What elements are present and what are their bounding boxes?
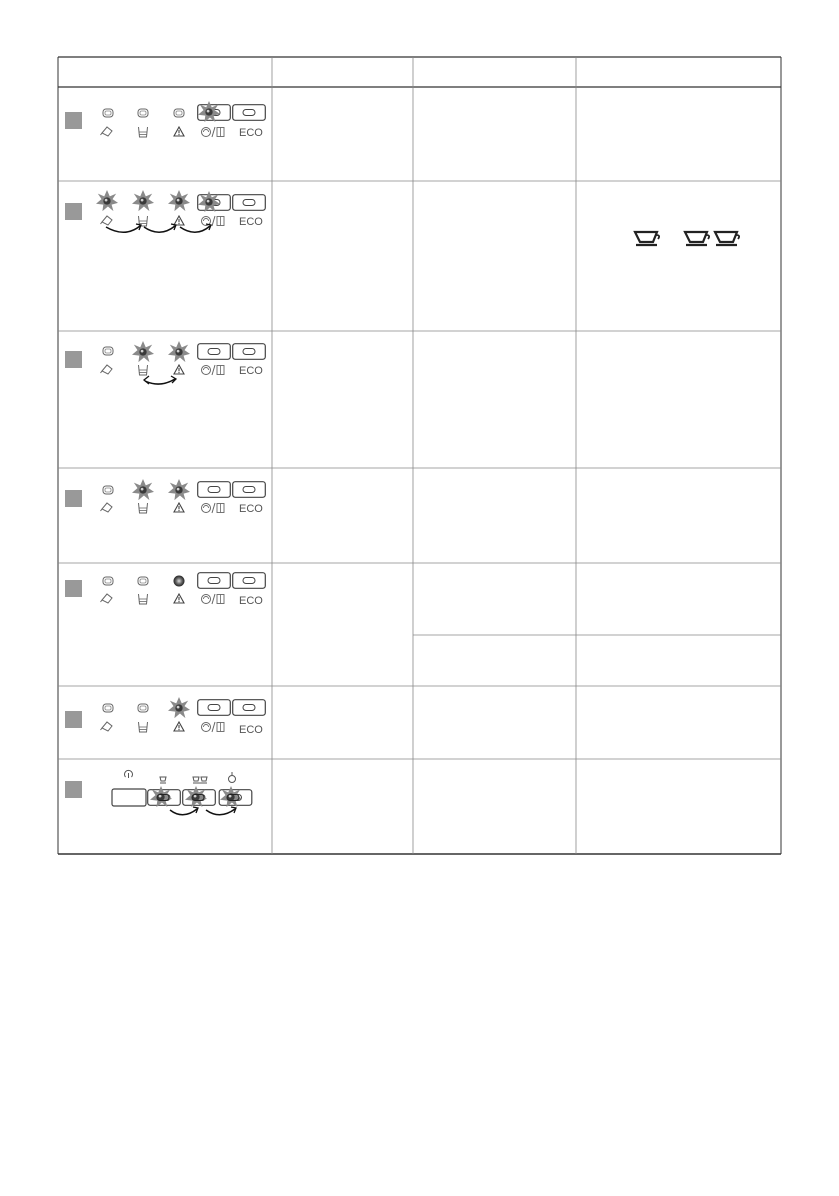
row-7-panel <box>65 770 252 814</box>
blink-star-icon <box>168 697 190 718</box>
milk-jug-icon <box>101 216 113 225</box>
warning-icon <box>174 216 184 225</box>
milk-jug-icon <box>101 722 113 731</box>
row-3-panel <box>65 341 265 384</box>
warning-icon <box>174 365 184 374</box>
row-5-panel <box>65 573 265 607</box>
arrow-icon <box>206 809 235 815</box>
arrow-icon <box>106 226 140 232</box>
cleaning-icon <box>202 503 225 513</box>
water-glass-icon <box>139 127 148 137</box>
cup-double-icon <box>685 232 709 245</box>
led-off-icon <box>103 347 113 355</box>
milk-jug-icon <box>101 365 113 374</box>
eco-label: ECO <box>239 595 263 607</box>
row-marker <box>65 203 82 220</box>
arrow-icon <box>180 226 210 232</box>
clean-button <box>198 344 231 360</box>
eco-label: ECO <box>239 724 263 736</box>
eco-button <box>233 700 266 716</box>
row-marker <box>65 490 82 507</box>
row-marker <box>65 351 82 368</box>
led-off-icon <box>103 109 113 117</box>
row-6-panel <box>65 697 265 736</box>
row-4-panel <box>65 479 265 515</box>
milk-jug-icon <box>101 594 113 603</box>
steam-icon <box>229 772 236 783</box>
eco-button <box>233 195 266 211</box>
blink-star-icon <box>168 479 190 500</box>
cleaning-icon <box>202 216 225 226</box>
arrow-icon <box>170 809 197 815</box>
cup-double-small-icon <box>193 777 207 783</box>
row-marker <box>65 112 82 129</box>
led-off-icon <box>103 486 113 494</box>
arrow-icon <box>144 226 175 232</box>
cup-small-icon <box>160 777 166 783</box>
row-marker <box>65 711 82 728</box>
eco-button <box>233 344 266 360</box>
blink-star-icon <box>96 190 118 211</box>
cleaning-icon <box>202 127 225 137</box>
table-grid <box>58 57 781 854</box>
cup-double-icon <box>715 232 739 245</box>
arrow-icon <box>145 379 175 384</box>
led-off-icon <box>138 704 148 712</box>
blink-star-icon <box>168 341 190 362</box>
eco-button <box>233 482 266 498</box>
row-2-panel <box>65 190 265 232</box>
eco-label: ECO <box>239 216 263 228</box>
clean-button <box>198 573 231 589</box>
row-marker <box>65 580 82 597</box>
eco-button <box>233 573 266 589</box>
led-off-icon <box>138 109 148 117</box>
water-glass-icon <box>139 594 148 604</box>
row-1-panel <box>65 101 265 139</box>
cleaning-icon <box>202 594 225 604</box>
eco-label: ECO <box>239 503 263 515</box>
row-marker <box>65 781 82 798</box>
clean-button <box>198 482 231 498</box>
cleaning-icon <box>202 365 225 375</box>
cup-single-icon <box>635 232 659 245</box>
led-off-icon <box>103 577 113 585</box>
warning-icon <box>174 503 184 512</box>
eco-label: ECO <box>239 365 263 377</box>
power-button <box>112 789 146 806</box>
milk-jug-icon <box>101 127 113 136</box>
warning-icon <box>174 722 184 731</box>
blink-star-icon <box>132 190 154 211</box>
row-2-cups <box>635 232 739 245</box>
blink-star-icon <box>132 341 154 362</box>
milk-jug-icon <box>101 503 113 512</box>
power-icon <box>125 770 133 778</box>
led-off-icon <box>103 704 113 712</box>
eco-button <box>233 105 266 121</box>
clean-button <box>198 700 231 716</box>
blink-star-icon <box>168 190 190 211</box>
led-off-icon <box>138 577 148 585</box>
warning-icon <box>174 127 184 136</box>
water-glass-icon <box>139 365 148 375</box>
cleaning-icon <box>202 722 225 732</box>
water-glass-icon <box>139 503 148 513</box>
blink-star-icon <box>132 479 154 500</box>
led-off-icon <box>174 109 184 117</box>
eco-label: ECO <box>239 127 263 139</box>
warning-icon <box>174 594 184 603</box>
water-glass-icon <box>139 722 148 732</box>
led-on-icon <box>174 576 185 587</box>
